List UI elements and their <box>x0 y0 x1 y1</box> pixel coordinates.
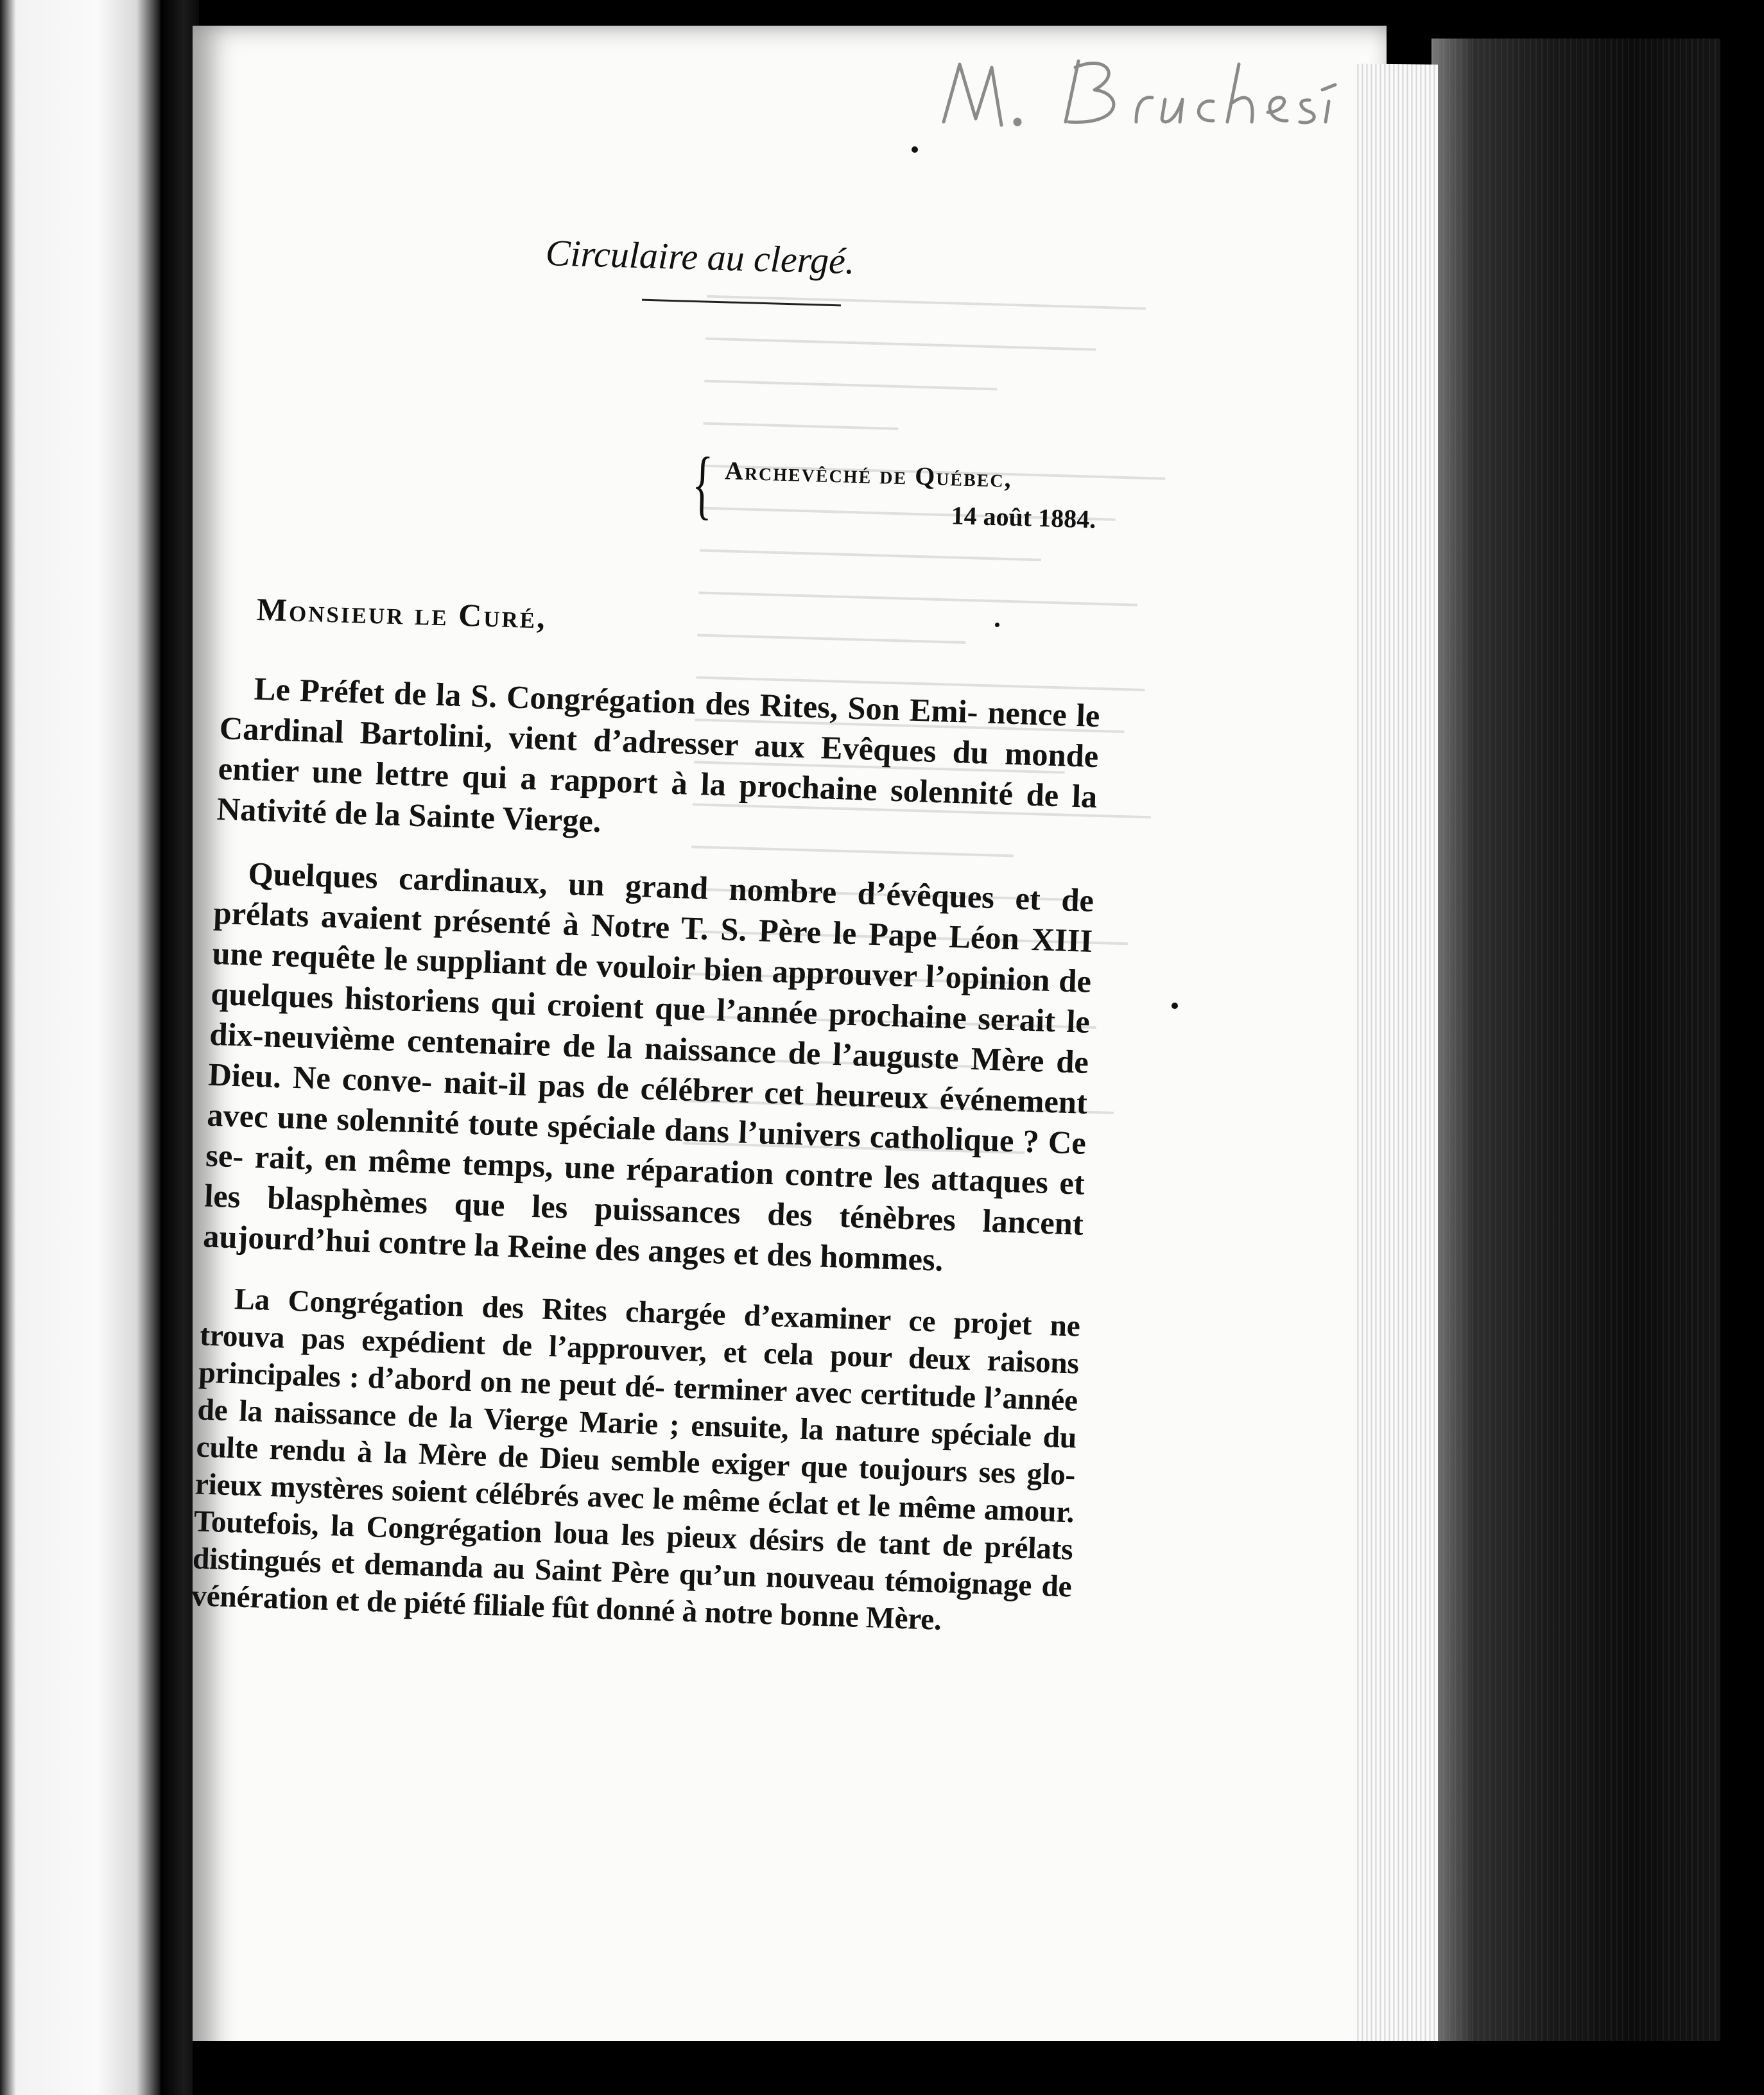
book-block-edge <box>1431 39 1720 2060</box>
salutation: Monsieur le Curé, <box>256 591 548 635</box>
ink-dot <box>1172 1003 1178 1009</box>
handwritten-note <box>931 45 1342 141</box>
dateline-brace: { <box>691 441 714 527</box>
ink-dot <box>912 146 918 153</box>
dateline-date: 14 août 1884. <box>951 501 1096 534</box>
paragraph: Quelques cardinaux, un grand nombre d’évêques et de prélats avaient présenté à Notre T. S. Père le Pape Léon XIII une requête le suppliant de vouloir bien approuver l’opinion de quelques historiens qui croient que l’année prochaine serait le dix-neuvième centenaire de la naissance de l’auguste Mère de Dieu. Ne conve- nait-il pas de célébrer cet heureux événement avec une solennité toute spéciale dans l’univers catholique ? Ce se- rait, en même temps, une réparation contre les attaques et les blasphèmes que les puissances des ténèbres lancent aujourd’hui contre la Reine des anges et des hommes. <box>202 855 1094 1278</box>
letter-body <box>190 668 1100 1666</box>
bottom-shadow <box>193 2041 1733 2095</box>
paragraph: Le Préfet de la S. Congrégation des Rites, Son Emi- nence le Cardinal Bartolini, vient d’adresser aux Evêques du monde entier une lettre qui a rapport à la prochaine solennité de la Nativité de la Sainte Vierge. <box>216 670 1101 840</box>
paragraph: La Congrégation des Rites chargée d’examiner ce projet ne trouva pas expédient de l’approuver, et cela pour deux raisons principales : d’abord on ne peut dé- terminer avec certitude l’année de la naissance de la Vierge Marie ; ensuite, la nature spéciale du culte rendu à la Mère de Dieu semble exiger que toujours ses glo- rieux mystères soient célébrés avec le même éclat et le même amour. Toutefois, la Congrégation loua les pieux désirs de tant de prélats distingués et demanda au Saint Père qu’un nouveau témoignage de vénération et de piété filiale fût donné à notre bonne Mère. <box>191 1282 1081 1637</box>
dateline-place: Archevêché de Québec, <box>724 456 1013 493</box>
circular-title: Circulaire au clergé. <box>545 232 856 282</box>
page-fore-edge <box>1354 64 1438 2054</box>
previous-page-edge <box>0 0 160 2095</box>
ink-dot <box>995 623 999 627</box>
dateline <box>691 441 1117 557</box>
handwritten-note-drawing <box>931 45 1342 141</box>
